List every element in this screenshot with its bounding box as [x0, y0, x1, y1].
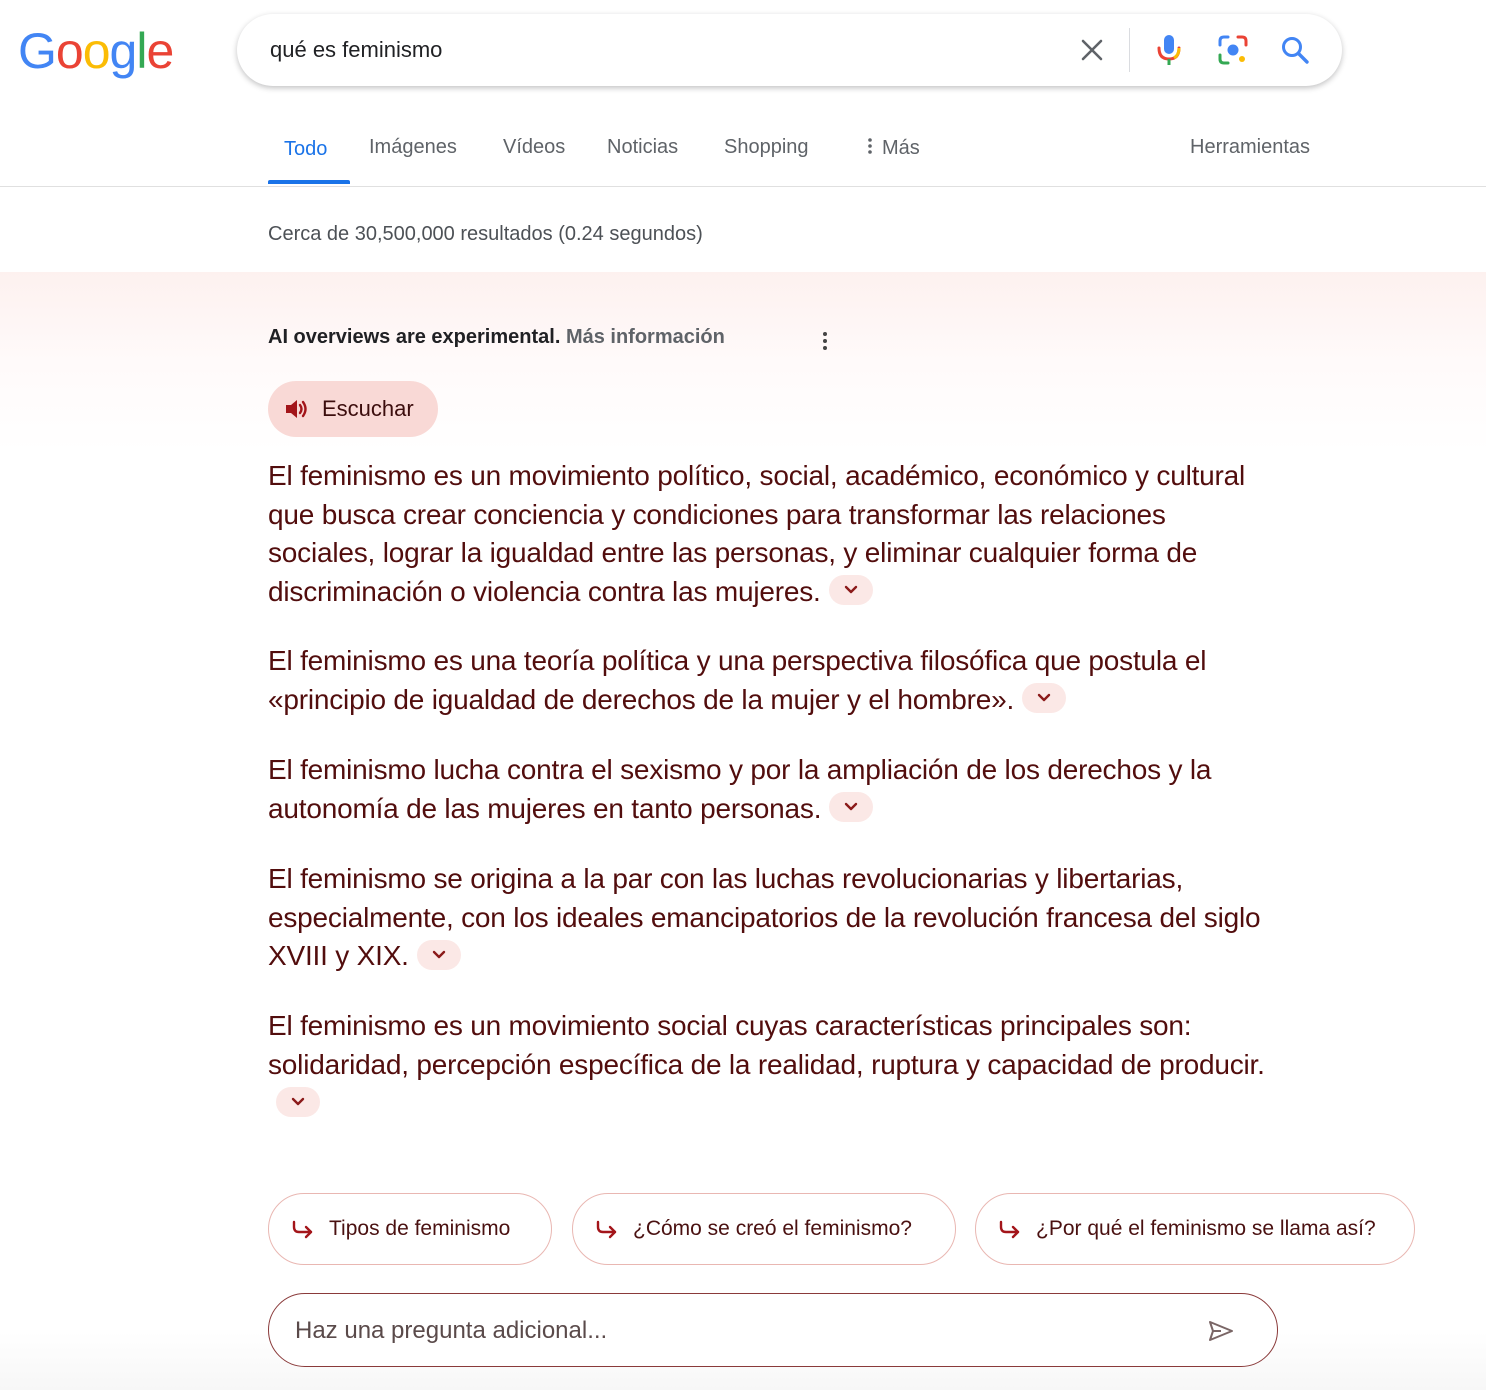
- more-info-link[interactable]: Más información: [565, 326, 725, 348]
- speaker-icon: [284, 398, 310, 420]
- chevron-down-icon: [844, 585, 858, 595]
- suggestion-chip-label: ¿Cómo se creó el feminismo?: [633, 1217, 912, 1240]
- arrow-return-icon: [998, 1219, 1022, 1239]
- suggestion-chip-label: ¿Por qué el feminismo se llama así?: [1036, 1217, 1376, 1240]
- tab-shopping[interactable]: Shopping: [724, 136, 809, 158]
- ai-overview-header: [268, 326, 725, 349]
- suggestion-chip[interactable]: [268, 1193, 552, 1265]
- logo-letter: g: [109, 23, 137, 79]
- tab-mas[interactable]: [864, 136, 920, 160]
- ai-overview-header-text: AI overviews are experimental.: [268, 326, 561, 348]
- tab-noticias[interactable]: Noticias: [607, 136, 679, 158]
- expand-sources-button[interactable]: [417, 940, 461, 970]
- suggestion-chip[interactable]: [572, 1193, 956, 1265]
- logo-letter: l: [136, 23, 147, 79]
- suggestion-chip[interactable]: [975, 1193, 1415, 1265]
- ai-paragraph-text: El feminismo es un movimiento social cuyas características principales son: solidaridad, percepción específica de la realidad, ruptura y capacidad de producir.: [268, 1010, 1265, 1080]
- logo-letter: o: [55, 23, 83, 79]
- ai-paragraph-text: El feminismo se origina a la par con las luchas revolucionarias y libertarias, especialmente, con los ideales emancipatorios de la revolución francesa del siglo XVIII y XIX.: [268, 863, 1261, 971]
- expand-sources-button[interactable]: [829, 575, 873, 605]
- expand-sources-button[interactable]: [276, 1087, 320, 1117]
- tab-mas-label: Más: [882, 137, 920, 159]
- followup-box: [268, 1293, 1278, 1367]
- chevron-down-icon: [1037, 693, 1051, 703]
- ai-paragraph: [268, 1007, 1278, 1123]
- arrow-return-icon: [291, 1219, 315, 1239]
- tab-imagenes[interactable]: Imágenes: [369, 136, 457, 158]
- logo-letter: o: [82, 23, 110, 79]
- listen-button-label: Escuchar: [322, 396, 414, 421]
- logo-letter: e: [146, 23, 174, 79]
- ai-paragraph-text: El feminismo es un movimiento político, social, académico, económico y cultural que busca crear conciencia y condiciones para transformar las relaciones sociales, lograr la igualdad entre las personas, y eliminar cualquier forma de discriminación o violencia contra las mujeres.: [268, 460, 1246, 607]
- arrow-return-icon: [595, 1219, 619, 1239]
- expand-sources-button[interactable]: [1022, 683, 1066, 713]
- search-box: [237, 14, 1342, 86]
- followup-input[interactable]: [295, 1314, 1175, 1348]
- chevron-down-icon: [844, 802, 858, 812]
- more-options-icon[interactable]: [812, 326, 838, 356]
- active-tab-indicator: [268, 180, 350, 184]
- google-logo[interactable]: [18, 23, 174, 79]
- tab-todo[interactable]: Todo: [284, 138, 328, 160]
- close-icon[interactable]: [1074, 32, 1110, 68]
- ai-paragraph: [268, 642, 1278, 719]
- camera-lens-icon[interactable]: [1215, 32, 1251, 68]
- microphone-icon[interactable]: [1151, 32, 1187, 68]
- ai-paragraph: [268, 457, 1278, 611]
- ai-paragraph: [268, 860, 1278, 976]
- ai-paragraph-text: El feminismo es una teoría política y una perspectiva filosófica que postula el «principio de igualdad de derechos de la mujer y el hombre».: [268, 645, 1207, 715]
- vertical-dots-icon: [864, 136, 876, 156]
- ai-paragraph: [268, 751, 1278, 828]
- ai-paragraph-text: El feminismo lucha contra el sexismo y por la ampliación de los derechos y la autonomía de las mujeres en tanto personas.: [268, 754, 1212, 824]
- expand-sources-button[interactable]: [829, 792, 873, 822]
- result-stats: Cerca de 30,500,000 resultados (0.24 segundos): [268, 223, 703, 245]
- search-divider: [1129, 28, 1130, 72]
- listen-button[interactable]: [268, 381, 438, 437]
- tab-videos[interactable]: Vídeos: [503, 136, 566, 158]
- chevron-down-icon: [291, 1097, 305, 1107]
- search-tabs: [0, 118, 1486, 187]
- tab-herramientas[interactable]: Herramientas: [1190, 136, 1311, 158]
- send-icon[interactable]: [1205, 1316, 1237, 1346]
- chevron-down-icon: [432, 950, 446, 960]
- suggestion-chip-label: Tipos de feminismo: [329, 1217, 511, 1240]
- logo-letter: G: [18, 23, 56, 79]
- search-icon[interactable]: [1277, 32, 1313, 68]
- search-input[interactable]: [270, 34, 1030, 66]
